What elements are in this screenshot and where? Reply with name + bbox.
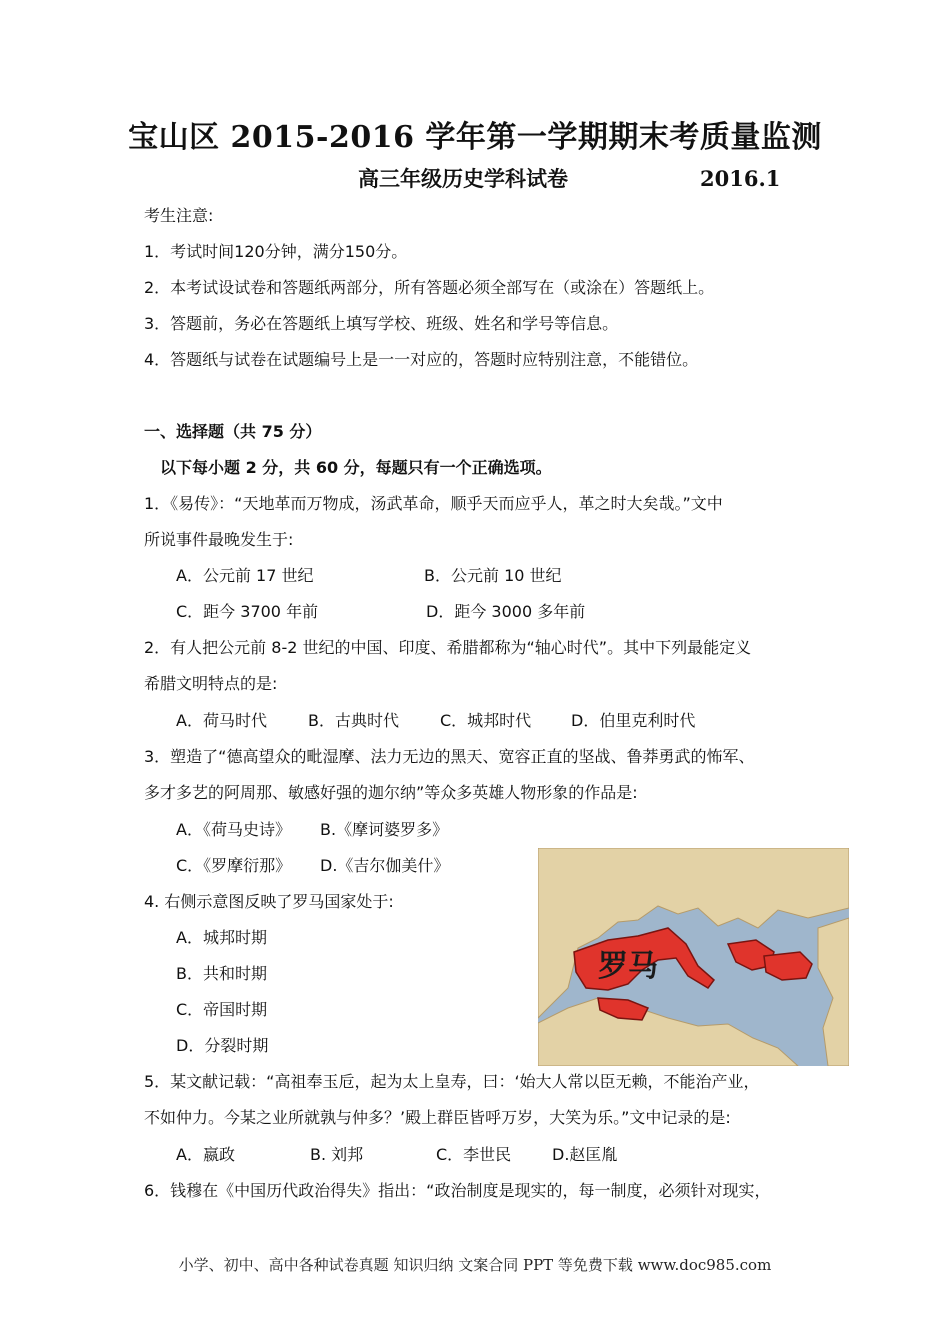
- section-title: 一、选择题（共 75 分）: [144, 422, 322, 441]
- q4-stem: 4. 右侧示意图反映了罗马国家处于:: [144, 892, 394, 911]
- notice-item-1: 1．考试时间120分钟，满分150分。: [144, 242, 408, 261]
- q5-option-a: A．嬴政: [176, 1145, 235, 1164]
- q3-option-a: A．《荷马史诗》: [176, 820, 291, 839]
- q1-stem-line1: 1．《易传》：“天地革而万物成，汤武革命，顺乎天而应乎人，革之时大矣哉。”文中: [144, 494, 723, 513]
- q6-stem-line1: 6．钱穆在《中国历代政治得失》指出：“政治制度是现实的，每一制度，必须针对现实，: [144, 1181, 771, 1200]
- q4-option-c: C．帝国时期: [176, 1000, 268, 1019]
- q2-stem-line1: 2．有人把公元前 8-2 世纪的中国、印度、希腊都称为“轴心时代”。其中下列最能定义: [144, 638, 752, 657]
- q2-option-b: B．古典时代: [308, 711, 399, 730]
- q2-option-a: A．荷马时代: [176, 711, 267, 730]
- q2-option-c: C．城邦时代: [440, 711, 532, 730]
- q5-stem-line2: 不如仲力。今某之业所就孰与仲多？’殿上群臣皆呼万岁，大笑为乐。”文中记录的是:: [144, 1108, 731, 1127]
- q3-stem-line1: 3．塑造了“德高望众的毗湿摩、法力无边的黑天、宽容正直的坚战、鲁莽勇武的怖军、: [144, 747, 755, 766]
- section-instruction: 以下每小题 2 分，共 60 分，每题只有一个正确选项。: [160, 458, 552, 477]
- notice-item-2: 2．本考试设试卷和答题纸两部分，所有答题必须全部写在（或涂在）答题纸上。: [144, 278, 715, 297]
- exam-title: 宝山区 2015-2016 学年第一学期期末考质量监测: [128, 120, 822, 155]
- notice-heading: 考生注意:: [144, 206, 214, 225]
- exam-subtitle: 高三年级历史学科试卷: [358, 166, 568, 191]
- q1-stem-line2: 所说事件最晚发生于:: [144, 530, 294, 549]
- q3-option-d: D.《吉尔伽美什》: [320, 856, 450, 875]
- q1-option-c: C．距今 3700 年前: [176, 602, 319, 621]
- map-label-rome: 罗马: [598, 949, 658, 984]
- exam-date: 2016.1: [700, 166, 781, 191]
- q3-option-b: B.《摩诃婆罗多》: [320, 820, 449, 839]
- notice-item-4: 4．答题纸与试卷在试题编号上是一一对应的，答题时应特别注意，不能错位。: [144, 350, 699, 369]
- q5-option-d: D.赵匡胤: [552, 1145, 618, 1164]
- q4-option-a: A．城邦时期: [176, 928, 267, 947]
- q4-option-b: B．共和时期: [176, 964, 267, 983]
- q3-option-c: C．《罗摩衍那》: [176, 856, 292, 875]
- q1-option-b: B．公元前 10 世纪: [424, 566, 562, 585]
- q5-stem-line1: 5．某文献记载：“高祖奉玉卮，起为太上皇寿，曰：‘始大人常以臣无赖，不能治产业，: [144, 1072, 760, 1091]
- q1-option-a: A．公元前 17 世纪: [176, 566, 314, 585]
- q3-stem-line2: 多才多艺的阿周那、敏感好强的迦尔纳”等众多英雄人物形象的作品是:: [144, 783, 638, 802]
- q4-option-d: D．分裂时期: [176, 1036, 269, 1055]
- roman-map-image: [538, 848, 849, 1066]
- q5-option-c: C．李世民: [436, 1145, 512, 1164]
- q2-stem-line2: 希腊文明特点的是:: [144, 674, 278, 693]
- q2-option-d: D．伯里克利时代: [571, 711, 696, 730]
- notice-item-3: 3．答题前，务必在答题纸上填写学校、班级、姓名和学号等信息。: [144, 314, 619, 333]
- q5-option-b: B. 刘邦: [310, 1145, 364, 1164]
- q1-option-d: D．距今 3000 多年前: [426, 602, 586, 621]
- footer-text: 小学、初中、高中各种试卷真题 知识归纳 文案合同 PPT 等免费下载 www.doc985.com: [178, 1256, 772, 1274]
